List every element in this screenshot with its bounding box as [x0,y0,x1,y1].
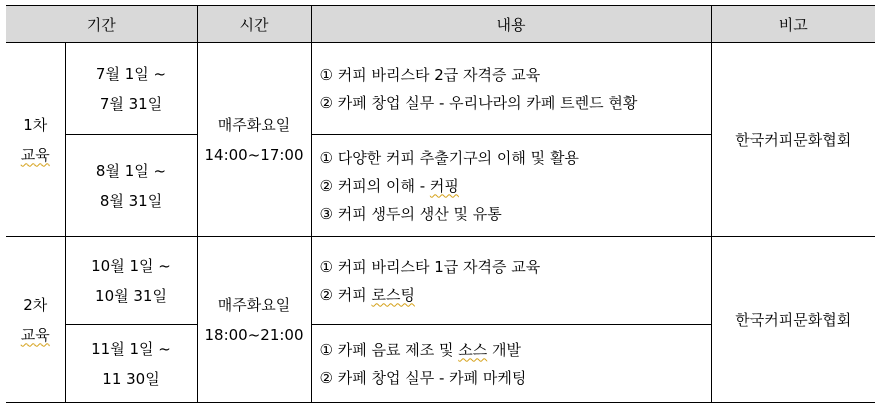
time-cell: 매주화요일 14:00~17:00 [197,43,311,237]
header-note: 비고 [711,6,875,43]
list-item: ① 커피 바리스타 2급 자격증 교육 [319,65,541,84]
header-row [6,6,875,43]
table-row [6,43,875,135]
time-cell: 매주화요일 18:00~21:00 [197,237,311,403]
period-cell: 10월 1일 ~ 10월 31일 [65,237,197,325]
list-item: ① 다양한 커피 추출기구의 이해 및 활용 [319,148,579,167]
note-cell: 한국커피문화협회 [711,43,875,237]
list-item: ② 카페 창업 실무 - 카페 마케팅 [319,368,527,387]
header-period: 기간 [6,6,197,43]
period-cell: 8월 1일 ~ 8월 31일 [65,135,197,237]
content-cell [311,325,711,403]
content-cell [311,43,711,135]
schedule-table [6,5,875,403]
content-cell [311,237,711,325]
header-content: 내용 [311,6,711,43]
list-item: ① 카페 음료 제조 및 소스 개발 [319,340,521,359]
note-cell: 한국커피문화협회 [711,237,875,403]
round-label: 1차 교육 [6,43,65,237]
header-time: 시간 [197,6,311,43]
period-cell: 7월 1일 ~ 7월 31일 [65,43,197,135]
period-cell: 11월 1일 ~ 11 30일 [65,325,197,403]
round-label: 2차 교육 [6,237,65,403]
content-cell [311,135,711,237]
list-item: ③ 커피 생두의 생산 및 유통 [319,204,502,223]
table-row [6,237,875,325]
list-item: ② 커피의 이해 - 커핑 [319,176,459,195]
list-item: ② 커피 로스팅 [319,285,415,304]
list-item: ① 커피 바리스타 1급 자격증 교육 [319,257,541,276]
list-item: ② 카페 창업 실무 - 우리나라의 카페 트렌드 현황 [319,93,638,112]
